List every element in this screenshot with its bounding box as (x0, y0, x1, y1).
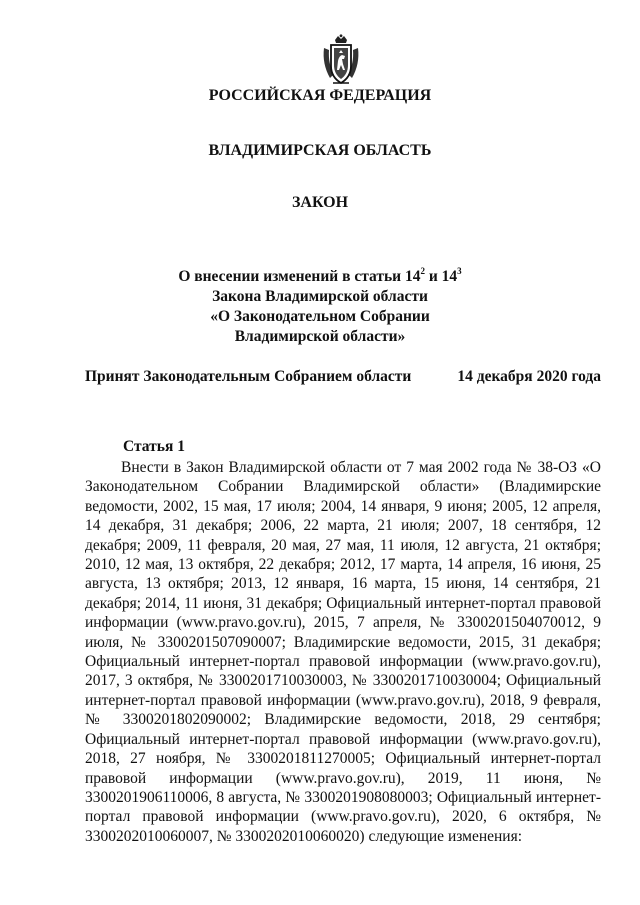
adopted-by: Принят Законодательным Собранием области (85, 368, 412, 385)
law-title-line-1 (0, 262, 640, 287)
adoption-line (85, 368, 601, 386)
article-heading: Статья 1 (123, 438, 185, 455)
law-title-line-4: Владимирской области» (234, 328, 406, 346)
region-heading: ВЛАДИМИРСКАЯ ОБЛАСТЬ (208, 142, 432, 159)
title-line1-mid: и 14 (424, 268, 458, 286)
title-line1-pre: О внесении изменений в статьи 14 (178, 268, 421, 286)
law-title (0, 262, 640, 347)
country-heading: РОССИЙСКАЯ ФЕДЕРАЦИЯ (208, 87, 432, 104)
title-superscript-1: 2 (420, 266, 425, 276)
article-body: Внести в Закон Владимирской области от 7 мая 2002 года № 38-ОЗ «О Законодательном Собрании Владимирской области» (Владимирские ведомости, 2002, 15 мая, 17 июля; 2004, 14 января, 9 июня; 2005, 12 апреля, 14 декабря, 31 декабря; 2006, 22 марта, 21 июля; 2007, 18 сентября, 12 декабря; 2009, 11 февраля, 20 мая, 27 мая, 11 июля, 12 августа, 21 октября; 2010, 12 мая, 13 октября, 22 декабря; 2012, 17 марта, 14 апреля, 16 июня, 25 августа, 13 октября; 2013, 12 января, 16 марта, 15 июня, 14 сентября, 21 декабря; 2014, 11 июня, 31 декабря; Официальный интернет-портал правовой информации (www.pravo.gov.ru), 2015, 7 апреля, № 3300201504070012, 9 июля, № 3300201507090007; Владимирские ведомости, 2015, 31 декабря; Официальный интернет-портал правовой информации (www.pravo.gov.ru), 2017, 3 октября, № 3300201710030003, № 3300201710030004; Официальный интернет-портал правовой информации (www.pravo.gov.ru), 2018, 9 февраля, № 3300201802090002; Владимирские ведомости, 2018, 29 сентября; Официальный интернет-портал правовой информации (www.pravo.gov.ru), 2018, 27 ноября, № 3300201811270005; Официальный интернет-портал правовой информации (www.pravo.gov.ru), 2019, 11 июня, № 3300201906110006, 8 августа, № 3300201908080003; Официальный интернет-портал правовой информации (www.pravo.gov.ru), 2020, 6 октября, № 3300202010060007, № 3300202010060020) следующие изменения: (85, 459, 601, 845)
adoption-date: 14 декабря 2020 года (457, 368, 601, 385)
law-title-line-3: «О Законодательном Собрании (210, 308, 430, 326)
title-superscript-2: 3 (457, 266, 462, 276)
law-title-line-2: Закона Владимирской области (212, 288, 428, 306)
document-type-heading: ЗАКОН (291, 194, 349, 211)
coat-of-arms-icon (320, 34, 362, 86)
